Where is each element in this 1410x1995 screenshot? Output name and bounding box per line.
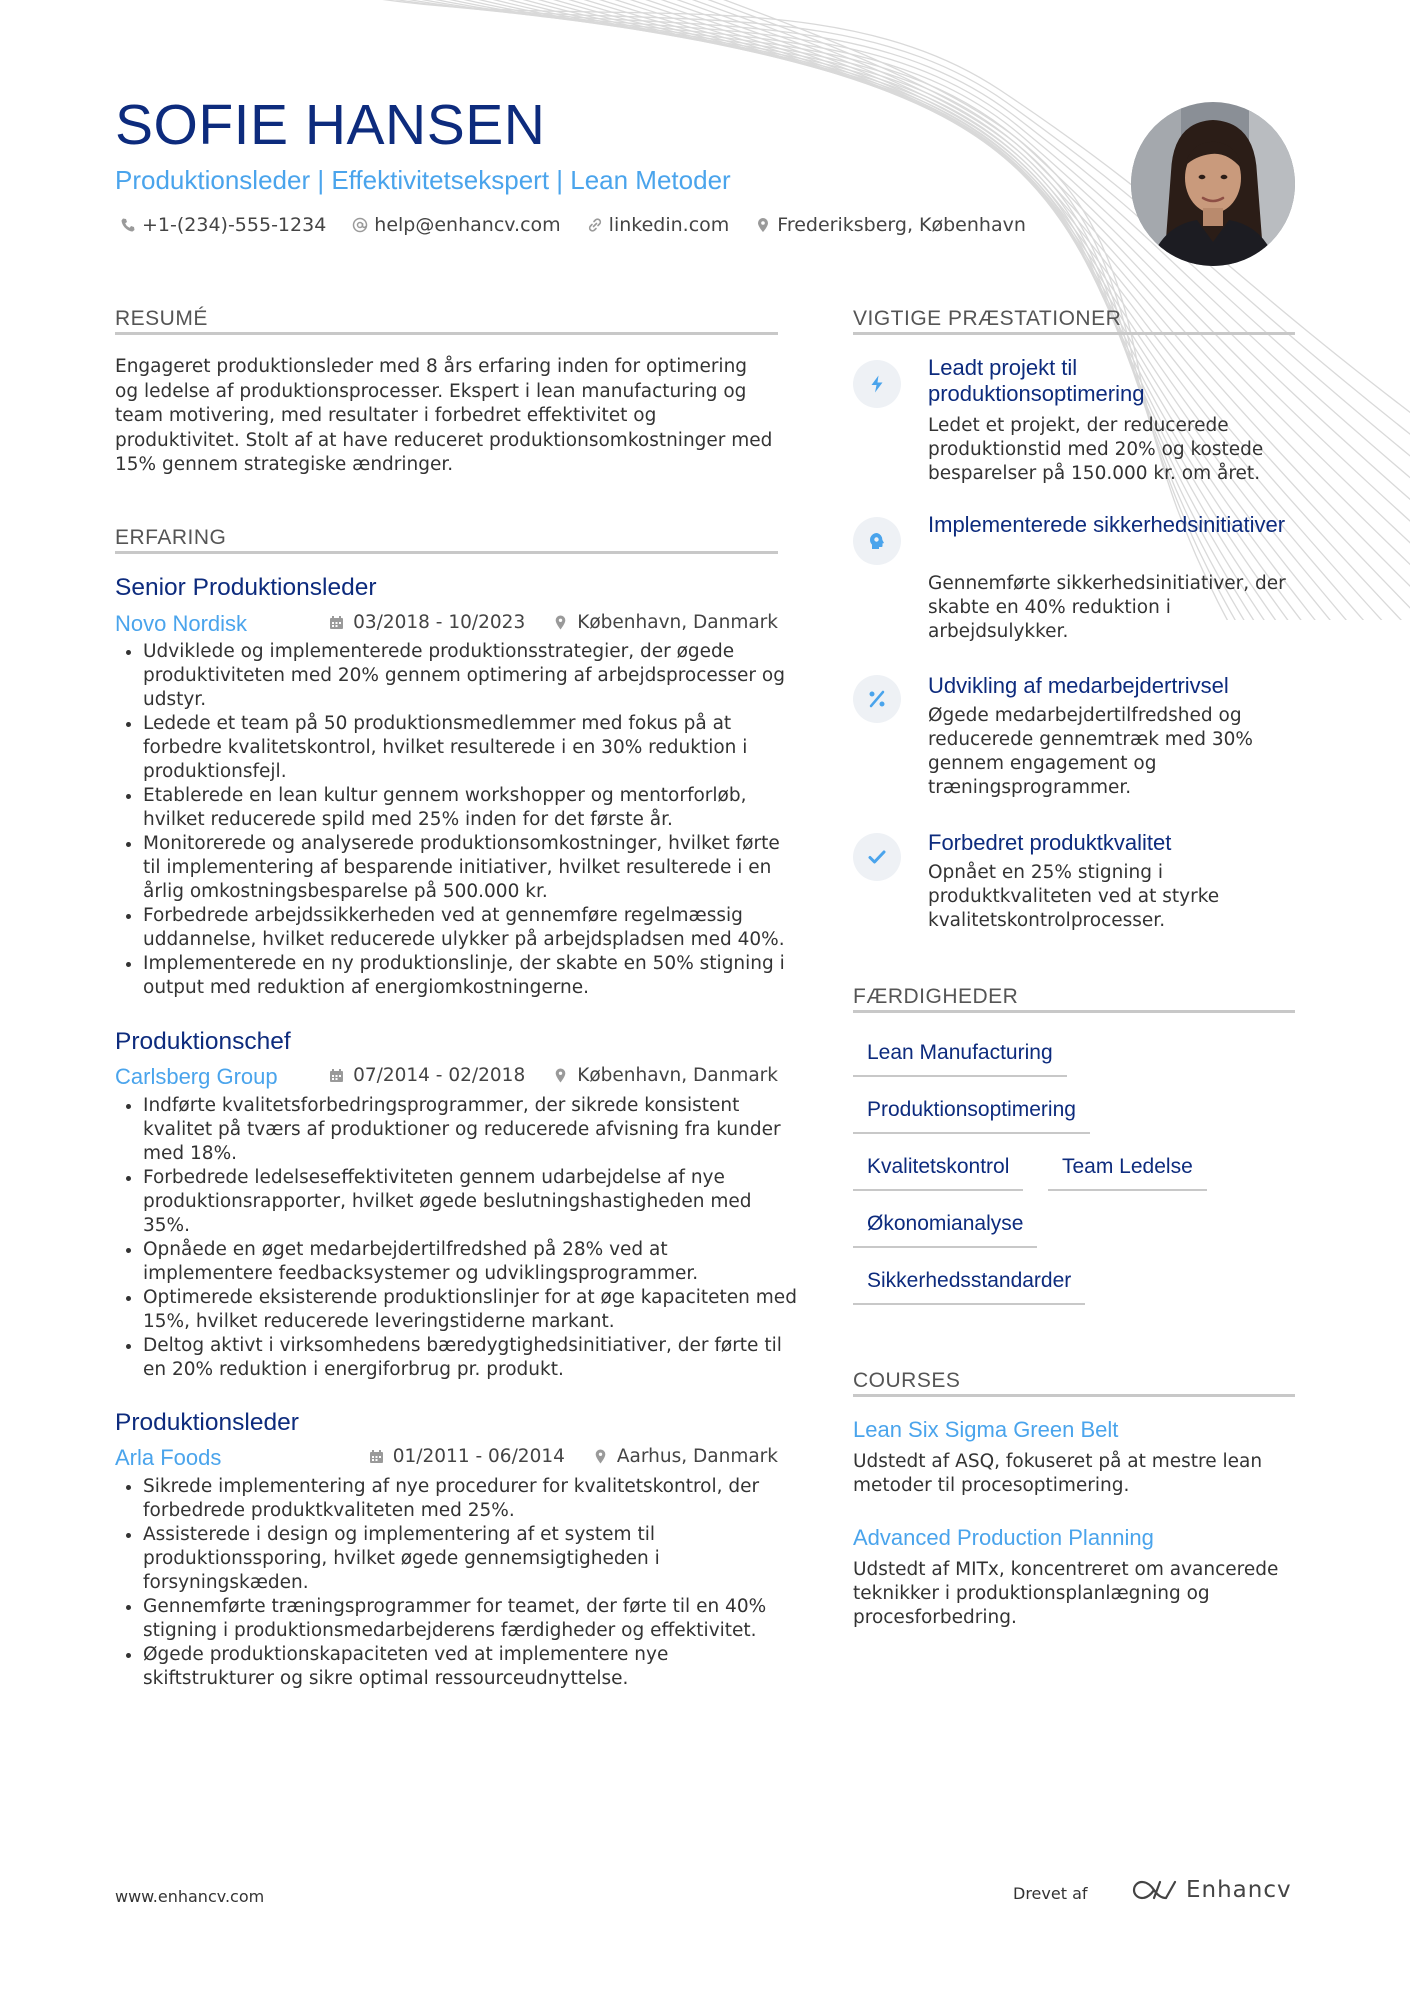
skill-tag: Kvalitetskontrol [853, 1155, 1023, 1191]
section-divider [853, 332, 1295, 335]
section-divider [115, 332, 778, 335]
contact-phone[interactable] [120, 214, 326, 236]
wave-line [458, 0, 1410, 596]
list-item: • Udviklede og implementerede produktionsstrategier, der øgede produktiviteten med 20% gennem optimering af arbejdsprocesser og udstyr. [143, 640, 803, 712]
candidate-headline: Produktionsleder | Effektivitetsekspert | Lean Metoder [115, 165, 731, 195]
enhancv-logo-text: Enhancv [1186, 1877, 1292, 1903]
footer-powered-by: Drevet af [1013, 1884, 1088, 1903]
list-item: • Monitorerede og analyserede produktionsomkostninger, hvilket førte til implementering af besparende initiativer, hvilket resulterede i en årlig omkostningsbesparelse på 500.000 kr. [143, 832, 803, 904]
at-icon [352, 217, 368, 233]
section-title-skills: FÆRDIGHEDER [853, 985, 1019, 1008]
enhancv-logo[interactable] [1132, 1877, 1292, 1903]
list-item: • Opnåede en øget medarbejdertilfredshed på 28% ved at implementere feedbacksystemer og udviklingsprogrammer. [143, 1238, 803, 1286]
skill-tag: Økonomianalyse [853, 1212, 1037, 1248]
company-name: Arla Foods [115, 1445, 222, 1470]
achievement-icon [853, 833, 901, 881]
job-title: Produktionschef [115, 1028, 291, 1055]
skill-tag: Lean Manufacturing [853, 1041, 1067, 1077]
course-description: Udstedt af ASQ, fokuseret på at mestre lean metoder til procesoptimering. [853, 1451, 1263, 1496]
head-brain-icon [867, 531, 887, 551]
footer-url[interactable]: www.enhancv.com [115, 1887, 265, 1906]
list-item: • Implementerede en ny produktionslinje, der skabte en 50% stigning i output med reduktion af energiomkostningerne. [143, 952, 803, 1000]
phone-icon [120, 217, 136, 233]
email-text: help@enhancv.com [374, 214, 561, 236]
link-icon [587, 217, 603, 233]
job-bullets [115, 1094, 803, 1382]
company-name: Carlsberg Group [115, 1064, 278, 1089]
achievement-description: Opnået en 25% stigning i produktkvaliteten ved at styrke kvalitetskontrolprocesser. [928, 862, 1220, 931]
section-title-courses: COURSES [853, 1369, 961, 1392]
location-pin-icon [553, 1068, 568, 1083]
job-title: Produktionsleder [115, 1409, 299, 1436]
enhancv-logo-mark-icon [1132, 1878, 1178, 1902]
achievement-description: Gennemførte sikkerhedsinitiativer, der skabte en 40% reduktion i arbejdsulykker. [928, 573, 1286, 642]
achievement-title: Forbedret produktkvalitet [928, 830, 1172, 855]
list-item: • Assisterede i design og implementering af et system til produktionssporing, hvilket øgede gennemsigtigheden i forsyningskæden. [143, 1523, 803, 1595]
contact-bar [120, 214, 1052, 236]
list-item: • Øgede produktionskapaciteten ved at implementere nye skiftstrukturer og sikre optimal ressourceudnyttelse. [143, 1643, 803, 1691]
course-description: Udstedt af MITx, koncentreret om avancerede teknikker i produktionsplanlægning og procesforbedring. [853, 1559, 1279, 1628]
wave-line [442, 0, 1410, 574]
location-pin-icon [593, 1449, 608, 1464]
location-pin-icon [755, 217, 771, 233]
achievement-title: Leadt projekt til produktionsoptimering [928, 355, 1145, 406]
list-item: • Ledede et team på 50 produktionsmedlemmer med fokus på at forbedre kvalitetskontrol, hvilket resulterede i en 30% reduktion i produktionsfejl. [143, 712, 803, 784]
list-item: • Etablerede en lean kultur gennem workshopper og mentorforløb, hvilket reducerede spild med 25% inden for det første år. [143, 784, 803, 832]
list-item: • Optimerede eksisterende produktionslinjer for at øge kapaciteten med 15%, hvilket reducerede leveringstiderne markant. [143, 1286, 803, 1334]
achievement-description: Øgede medarbejdertilfredshed og reducerede gennemtræk med 30% gennem engagement og træningsprogrammer. [928, 705, 1253, 798]
summary-text: Engageret produktionsleder med 8 års erfaring inden for optimering og ledelse af produktionsprocesser. Ekspert i lean manufacturing og team motivering, med resultater i forbedret effektivitet og produktivitet. Stolt af at have reduceret produktionsomkostninger med 15% gennem strategiske ændringer. [115, 356, 773, 475]
job-location: København, Danmark [577, 1065, 778, 1086]
job-location: Aarhus, Danmark [616, 1446, 778, 1467]
job-bullets [115, 1475, 803, 1691]
section-title-summary: RESUMÉ [115, 307, 208, 330]
candidate-name: SOFIE HANSEN [115, 93, 546, 157]
achievement-title: Implementerede sikkerhedsinitiativer [928, 512, 1286, 537]
checkmark-icon [867, 847, 887, 867]
job-dates: 07/2014 - 02/2018 [353, 1065, 526, 1086]
job-location: København, Danmark [577, 612, 778, 633]
list-item: • Indførte kvalitetsforbedringsprogrammer, der sikrede konsistent kvalitet på tværs af produktioner og reducerede afvisning fra kunder med 18%. [143, 1094, 803, 1166]
job-meta [369, 1446, 778, 1467]
phone-text: +1-(234)-555-1234 [142, 214, 327, 236]
location-text: Frederiksberg, København [777, 214, 1026, 236]
company-name: Novo Nordisk [115, 611, 248, 636]
section-divider [853, 1010, 1295, 1013]
section-divider [115, 551, 778, 554]
job-bullets [115, 640, 803, 1000]
calendar-icon [329, 615, 344, 630]
achievement-description: Ledet et projekt, der reducerede produktionstid med 20% og kostede besparelser på 150.000 kr. om året. [928, 415, 1264, 484]
section-title-experience: ERFARING [115, 526, 227, 549]
list-item: • Sikrede implementering af nye procedurer for kvalitetskontrol, der forbedrede produktkvaliteten med 25%. [143, 1475, 803, 1523]
list-item: • Gennemførte træningsprogrammer for teamet, der førte til en 40% stigning i produktionsmedarbejderens færdigheder og effektivitet. [143, 1595, 803, 1643]
achievement-icon [853, 360, 901, 408]
list-item: • Deltog aktivt i virksomhedens bæredygtighedsinitiativer, der førte til en 20% reduktion i energiforbrug pr. produkt. [143, 1334, 803, 1382]
skill-tag: Produktionsoptimering [853, 1098, 1090, 1134]
percent-icon [867, 689, 887, 709]
job-title: Senior Produktionsleder [115, 574, 377, 601]
job-meta [329, 1065, 778, 1086]
skill-tag: Sikkerhedsstandarder [853, 1269, 1085, 1305]
job-dates: 01/2011 - 06/2014 [392, 1446, 565, 1467]
linkedin-text: linkedin.com [608, 214, 730, 236]
location-pin-icon [553, 615, 568, 630]
course-title: Lean Six Sigma Green Belt [853, 1417, 1119, 1442]
calendar-icon [369, 1449, 384, 1464]
achievement-title: Udvikling af medarbejdertrivsel [928, 673, 1229, 698]
achievement-icon [853, 675, 901, 723]
list-item: • Forbedrede arbejdssikkerheden ved at gennemføre regelmæssig uddannelse, hvilket reducerede ulykker på arbejdspladsen med 40%. [143, 904, 803, 952]
profile-photo [1131, 102, 1295, 266]
section-title-achievements: VIGTIGE PRÆSTATIONER [853, 307, 1122, 330]
lightning-icon [867, 374, 887, 394]
list-item: • Forbedrede ledelseseffektiviteten gennem udarbejdelse af nye produktionsrapporter, hvilket øgede beslutningshastigheden med 35%. [143, 1166, 803, 1238]
achievement-icon [853, 517, 901, 565]
section-divider [853, 1394, 1295, 1397]
contact-email[interactable] [352, 214, 560, 236]
job-dates: 03/2018 - 10/2023 [353, 612, 526, 633]
calendar-icon [329, 1068, 344, 1083]
job-meta [329, 612, 778, 633]
course-title: Advanced Production Planning [853, 1525, 1154, 1550]
contact-linkedin[interactable] [587, 214, 730, 236]
skill-tag: Team Ledelse [1048, 1155, 1207, 1191]
contact-location [755, 214, 1026, 236]
